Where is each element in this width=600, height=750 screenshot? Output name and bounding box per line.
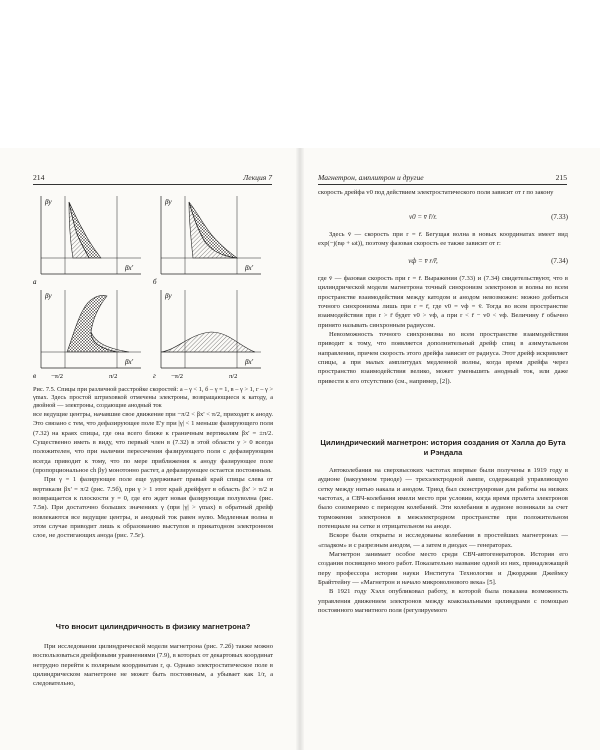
panel-g	[153, 290, 261, 380]
equation-7-34-number: (7.34)	[551, 257, 568, 265]
right-running-title: Магнетрон, амплитрон и другие	[318, 173, 424, 182]
fig-label-v: в	[33, 372, 37, 380]
right-paragraph-2: Здесь v̄ — скорость при r = r̄. Бегущая волна в новых координатах имеет вид exp(−j(nφ + ωt)), поэтому фазовая скорость ее также зависит от r:	[318, 231, 568, 248]
right-paragraph-8: В 1921 году Хэлл опубликовал работу, в которой была показана возможность управления движением электронов между коаксиальными цилиндрами с помощью постоянного магнитного поля (регулируемого	[318, 588, 568, 615]
fig-label-g: г	[153, 372, 156, 380]
left-body-bottom	[33, 642, 273, 689]
fig-v-minus-pi-half: −π/2	[51, 373, 64, 380]
equation-7-33-number: (7.33)	[551, 213, 568, 221]
fig-g-x-label: βx'	[245, 358, 254, 366]
right-running-head	[318, 172, 567, 185]
left-paragraph-2: При γ = 1 фазирующее поле еще удерживает правый край спицы слева от вертикали βx' = π/2 (рис. 7.5б), при γ > 1 этот край дрейфует в область βx' > π/2 и возвращается к плоскости y = 0, где его ждет новая фазирующая полуволна (рис. 7.5в). При достаточно больших значениях γ (при |γ| > γmax) в обратный дрейф вовлекаются все ведущие центры, и анодный ток равен нулю. Медленная волна в этом случае приводит лишь к образованию выступов в прикатодном электронном слое, не достигающих анода (рис. 7.5г).	[33, 476, 273, 540]
left-paragraph-1: все ведущие центры, начавшие свое движение при −π/2 < βx' < π/2, приходят к аноду. Это связано с тем, что дефазирующее поле E'y при |γ| < 1 меньше фазирующего поля (7.32) на краях спицы, где она всего ближе к граничным вертикалям βx' = ±π/2. Существенно иметь в виду, что первый член в (7.32) в этой области y > 0 всегда положителен, что при наличии пересечения фазирующего поля с дефазирующим всегда приводит к тому, что по мере приближения к аноду фазирующее поле (пропорциональное ch βy) монотонно растет, а дефазирующее остается постоянным.	[33, 411, 273, 475]
spokes-diagram	[33, 186, 273, 386]
right-body-2	[318, 230, 568, 249]
left-page	[0, 148, 296, 750]
right-section-title: Цилиндрический магнетрон: история создания от Хэлла до Бута и Рэндала	[320, 438, 566, 457]
fig-b-y-label: βy	[165, 198, 172, 206]
right-paragraph-3: где v̄ — фазовая скорость при r = r̄. Выражения (7.33) и (7.34) свидетельствуют, что в цилиндрической модели магнетрона точный синхронизм электронов и волны во всем пространстве взаимодействия между катодом и анодом невозможен: можно добиться точного синхронизма лишь при r = r̄, где v0 = vф = v̄. Тогда во всем пространстве взаимодействия при r > r̄ будет v0 > vф, а при r < r̄ − v0 < vф. Величину r̄ обычно принято называть синхронным радиусом.	[318, 275, 568, 329]
left-body-top	[33, 410, 273, 541]
right-paragraph-7: Магнетрон занимает особое место среди СВЧ-автогенераторов. История его создания посвящено много работ. Показательно название одной из них, принадлежащей перу профессора истории науки Института Технологии и Джорджия Джеймсу Брайттейну — «Магнетрон и начало микроволнового века» [5].	[318, 551, 568, 587]
left-paragraph-3: При исследовании цилиндрической модели магнетрона (рис. 7.2б) также можно воспользоваться дрейфовыми уравнениями (7.9), в которых от декартовых координат нетрудно перейти к полярным координатам r, φ. Однако электростатическое поле в цилиндрическом магнетроне не может быть постоянным, а убывает как 1/r, а следовательно,	[33, 643, 273, 688]
fig-v-pi-half: π/2	[109, 373, 118, 380]
book-gutter	[296, 148, 304, 750]
figure-7-5	[33, 186, 273, 386]
right-paragraph-4: Невозможность точного синхронизма во всем пространстве взаимодействия приводит к тому, что появляется дополнительный дрейф спиц в азимутальном направлении, причем скорость этого дрейфа зависит от радиуса. Этот дрейф искривляет спицы, а при малых амплитудах медленной волны, когда время дрейфа через пространство взаимодействия велико, может уменьшить анодный ток, или даже привести к его отсутствию (см., например, [2]).	[318, 331, 568, 385]
equation-7-34-formula: vф = v̄ r/r̄,	[408, 257, 438, 265]
right-paragraph-1: скорость дрейфа v0 под действием электростатического поля зависит от r по закону	[318, 189, 554, 196]
left-running-head	[33, 172, 272, 185]
right-body-1	[318, 188, 568, 197]
panel-b	[153, 196, 261, 286]
fig-g-minus-pi-half: −π/2	[171, 373, 184, 380]
right-body-3	[318, 274, 568, 386]
equation-7-34	[318, 252, 568, 270]
figure-caption: Рис. 7.5. Спицы при различной расстройке скоростей: а – γ < 1, б – γ = 1, в – γ > 1, г – γ > γmax. Здесь простой штриховкой отмечены электроны, возвращающиеся к катоду, а двойной — электроны, создающие анодный ток	[33, 386, 273, 410]
fig-a-y-label: βy	[45, 198, 52, 206]
fig-v-y-label: βy	[45, 292, 52, 300]
left-running-title: Лекция 7	[243, 173, 272, 182]
panel-v	[33, 290, 141, 380]
equation-7-33-formula: v0 = v̄ r̄/r.	[408, 213, 438, 221]
right-page-number: 215	[555, 173, 567, 182]
fig-g-pi-half: π/2	[229, 373, 238, 380]
right-paragraph-6: Вскоре были открыты и исследованы колебания в простейших магнетронах — «гладком» и с разрезным анодом, — а затем в диодах — генераторах.	[318, 532, 568, 549]
fig-g-y-label: βy	[165, 292, 172, 300]
right-page	[304, 148, 600, 750]
left-section-title: Что вносит цилиндричность в физику магнетрона?	[55, 622, 251, 631]
right-body-4	[318, 466, 568, 616]
fig-a-x-label: βx'	[125, 264, 134, 272]
panel-a	[33, 196, 141, 286]
right-paragraph-5: Автоколебания на сверхвысоких частотах впервые были получены в 1919 году в аудионе (вакуумном триоде) — трехэлектродной лампе, содержащей управляющую сетку между нитью накала и анодом. Триод был сконструирован для работы на низких частотах, а СВЧ-колебания имели место при условии, когда время пролета электронов было соизмеримо с периодом колебаний. Эти колебания в аудионе возникали за счет торможения электронов в межэлектродном пространстве при положительном потенциале на сетке и отрицательном на аноде.	[318, 467, 568, 531]
fig-label-b: б	[153, 278, 157, 286]
fig-b-x-label: βx'	[245, 264, 254, 272]
equation-7-33	[318, 208, 568, 226]
fig-v-x-label: βx'	[125, 358, 134, 366]
left-page-number: 214	[33, 173, 45, 182]
fig-label-a: а	[33, 278, 37, 286]
